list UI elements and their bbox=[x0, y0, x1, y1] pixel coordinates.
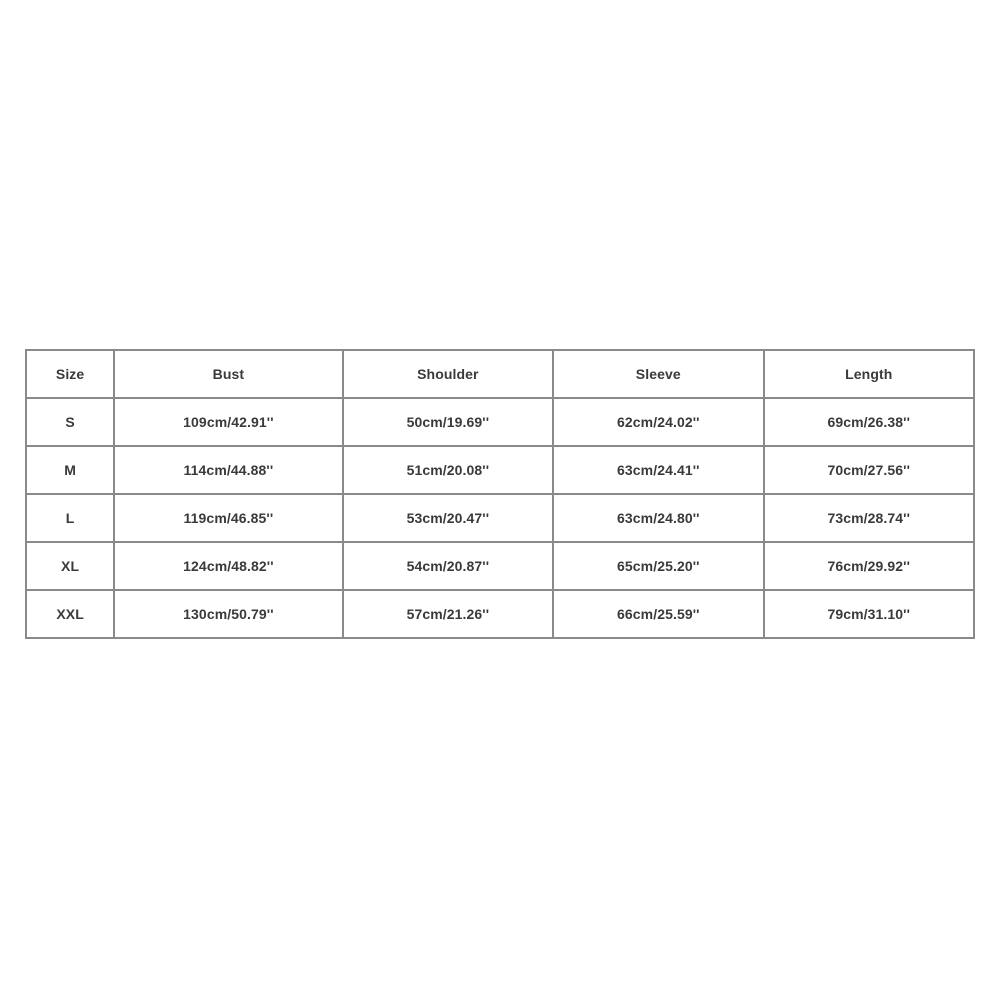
cell-size: XL bbox=[26, 542, 114, 590]
cell-length: 70cm/27.56'' bbox=[764, 446, 974, 494]
cell-length: 76cm/29.92'' bbox=[764, 542, 974, 590]
cell-size: S bbox=[26, 398, 114, 446]
cell-size: XXL bbox=[26, 590, 114, 638]
cell-bust: 114cm/44.88'' bbox=[114, 446, 342, 494]
cell-sleeve: 65cm/25.20'' bbox=[553, 542, 763, 590]
table-row bbox=[26, 398, 974, 446]
cell-shoulder: 51cm/20.08'' bbox=[343, 446, 553, 494]
table-header bbox=[26, 350, 974, 398]
cell-length: 69cm/26.38'' bbox=[764, 398, 974, 446]
table-row bbox=[26, 542, 974, 590]
header-sleeve: Sleeve bbox=[553, 350, 763, 398]
cell-bust: 124cm/48.82'' bbox=[114, 542, 342, 590]
cell-length: 73cm/28.74'' bbox=[764, 494, 974, 542]
header-row bbox=[26, 350, 974, 398]
cell-bust: 119cm/46.85'' bbox=[114, 494, 342, 542]
table-row bbox=[26, 494, 974, 542]
header-bust: Bust bbox=[114, 350, 342, 398]
table-body bbox=[26, 398, 974, 638]
size-chart-table bbox=[25, 349, 975, 639]
cell-bust: 109cm/42.91'' bbox=[114, 398, 342, 446]
cell-shoulder: 57cm/21.26'' bbox=[343, 590, 553, 638]
cell-sleeve: 63cm/24.41'' bbox=[553, 446, 763, 494]
cell-sleeve: 63cm/24.80'' bbox=[553, 494, 763, 542]
cell-length: 79cm/31.10'' bbox=[764, 590, 974, 638]
header-length: Length bbox=[764, 350, 974, 398]
table-row bbox=[26, 590, 974, 638]
cell-shoulder: 53cm/20.47'' bbox=[343, 494, 553, 542]
cell-shoulder: 54cm/20.87'' bbox=[343, 542, 553, 590]
cell-shoulder: 50cm/19.69'' bbox=[343, 398, 553, 446]
header-size: Size bbox=[26, 350, 114, 398]
cell-size: M bbox=[26, 446, 114, 494]
cell-size: L bbox=[26, 494, 114, 542]
table-row bbox=[26, 446, 974, 494]
cell-sleeve: 62cm/24.02'' bbox=[553, 398, 763, 446]
cell-bust: 130cm/50.79'' bbox=[114, 590, 342, 638]
header-shoulder: Shoulder bbox=[343, 350, 553, 398]
cell-sleeve: 66cm/25.59'' bbox=[553, 590, 763, 638]
